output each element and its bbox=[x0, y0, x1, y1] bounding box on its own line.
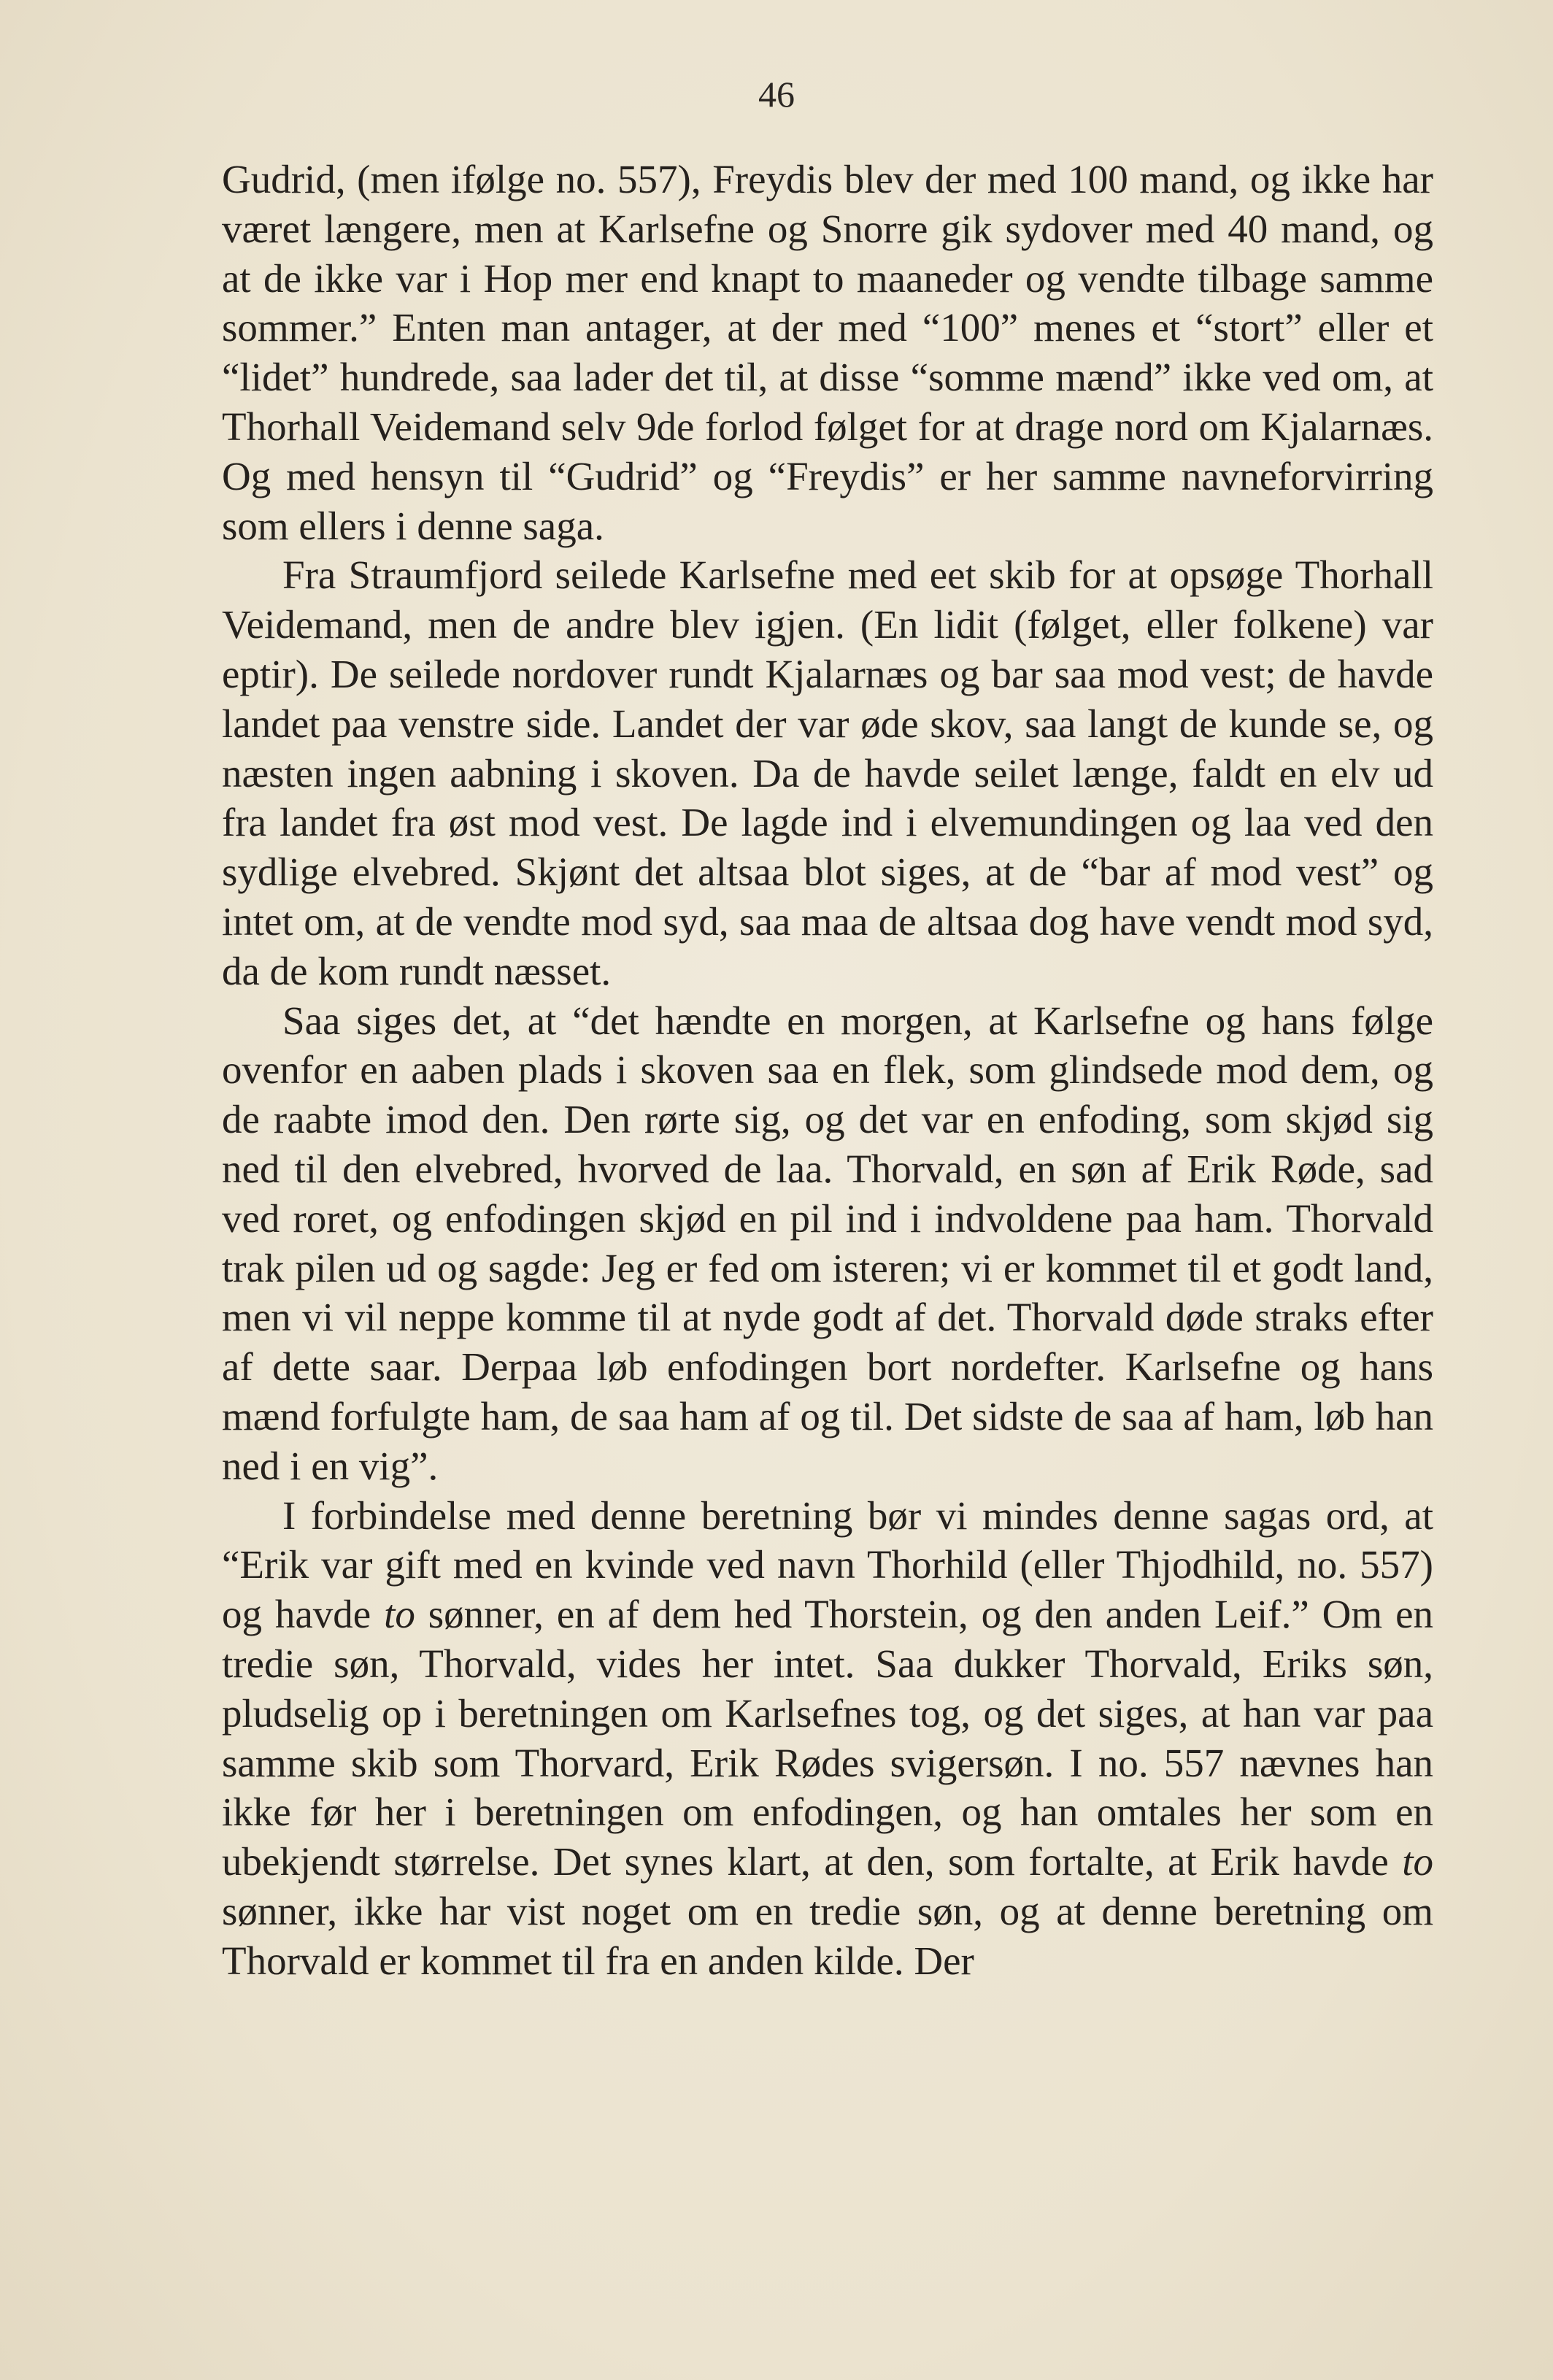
page-number: 46 bbox=[758, 74, 795, 115]
text-segment: Gudrid, (men ifølge no. 557), Freydis blev der med 100 mand, og ikke har været længere, men at Karlsefne og Snorre gik sydover med 40 mand, og at de ikke var i Hop mer end knapt to maaneder og vendte tilbage samme sommer.” Enten man antager, at der med “100” menes et “stort” eller et “lidet” hundrede, saa lader det til, at disse “somme mænd” ikke ved om, at Thorhall Veidemand selv 9de forlod følget for at drage nord om Kjalarnæs. Og med hensyn til “Gudrid” og “Freydis” er her samme navneforvirring som ellers i denne saga. bbox=[222, 157, 1433, 548]
paragraph bbox=[222, 1491, 1433, 1986]
text-segment: sønner, ikke har vist noget om en tredie søn, og at denne beretning om Thorvald er kommet til fra en anden kilde. Der bbox=[222, 1888, 1433, 1983]
paragraph bbox=[222, 155, 1433, 550]
body-text bbox=[222, 155, 1433, 1985]
text-segment: I forbindelse med denne beretning bør vi mindes denne sagas ord, at “Erik var gift med en kvinde ved navn Thorhild (eller Thjodhild, no. 557) og havde bbox=[222, 1493, 1433, 1637]
italic-text-segment: to bbox=[1402, 1839, 1433, 1884]
text-segment: Saa siges det, at “det hændte en morgen, at Karlsefne og hans følge ovenfor en aaben plads i skoven saa en flek, som glindsede mod dem, og de raabte imod den. Den rørte sig, og det var en enfoding, som skjød sig ned til den elvebred, hvorved de laa. Thorvald, en søn af Erik Røde, sad ved roret, og enfodingen skjød en pil ind i indvoldene paa ham. Thorvald trak pilen ud og sagde: Jeg er fed om isteren; vi er kommet til et godt land, men vi vil neppe komme til at nyde godt af det. Thorvald døde straks efter af dette saar. Derpaa løb enfodingen bort nordefter. Karlsefne og hans mænd forfulgte ham, de saa ham af og til. Det sidste de saa af ham, løb han ned i en vig”. bbox=[222, 998, 1433, 1488]
text-segment: Fra Straumfjord seilede Karlsefne med eet skib for at opsøge Thorhall Veidemand, men de andre blev igjen. (En lidit (følget, eller folkene) var eptir). De seilede nordover rundt Kjalarnæs og bar saa mod vest; de havde landet paa venstre side. Landet der var øde skov, saa langt de kunde se, og næsten ingen aabning i skoven. Da de havde seilet længe, faldt en elv ud fra landet fra øst mod vest. De lagde ind i elvemundingen og laa ved den sydlige elvebred. Skjønt det altsaa blot siges, at de “bar af mod vest” og intet om, at de vendte mod syd, saa maa de altsaa dog have vendt mod syd, da de kom rundt næsset. bbox=[222, 552, 1433, 993]
paragraph bbox=[222, 996, 1433, 1491]
paragraph bbox=[222, 550, 1433, 995]
italic-text-segment: to bbox=[384, 1592, 415, 1637]
text-segment: sønner, en af dem hed Thorstein, og den anden Leif.” Om en tredie søn, Thorvald, vides her intet. Saa dukker Thorvald, Eriks søn, pludselig op i beretningen om Karlsefnes tog, og det siges, at han var paa samme skib som Thorvard, Erik Rødes svigersøn. I no. 557 nævnes han ikke før her i beretningen om enfodingen, og han omtales her som en ubekjendt størrelse. Det synes klart, at den, som fortalte, at Erik havde bbox=[222, 1592, 1433, 1884]
